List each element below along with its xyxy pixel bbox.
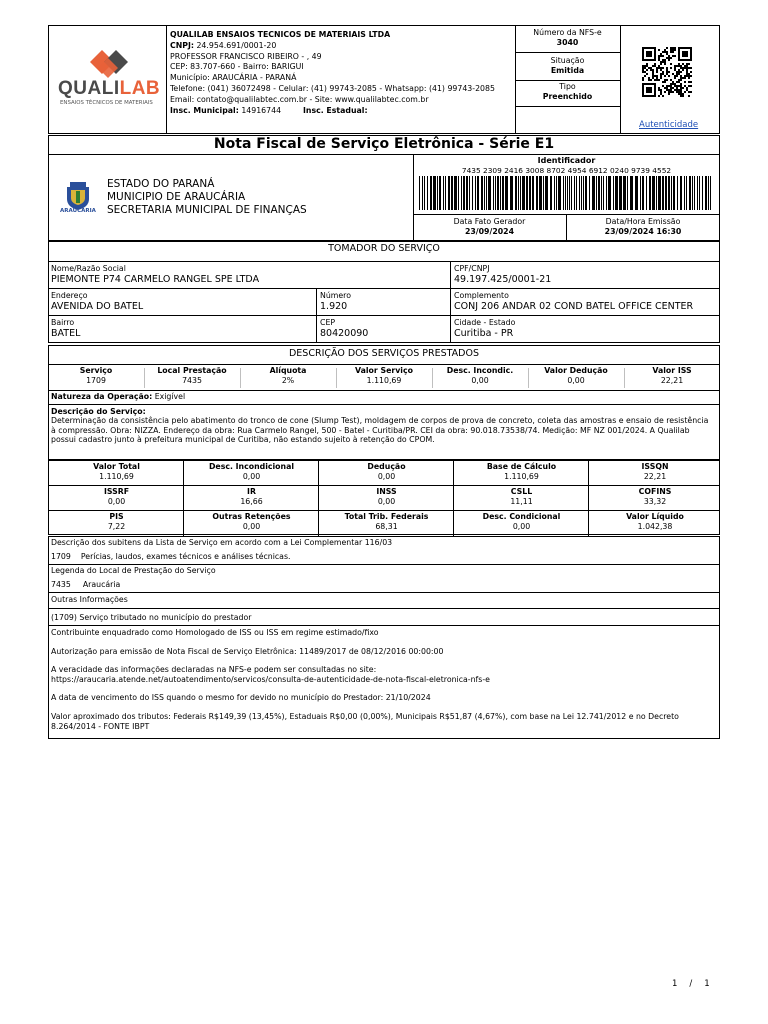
nfse-numero: 3040	[556, 38, 579, 47]
servico-header: Serviço	[79, 366, 113, 375]
nfse-numero-label: Número da NFS-e	[533, 28, 602, 37]
logo-subtitle: ENSAIOS TÉCNICOS DE MATERIAIS	[60, 100, 153, 106]
tomador-endereco: AVENIDA DO BATEL	[51, 301, 144, 312]
barcode	[419, 176, 713, 210]
identificador-value: 7435 2309 2416 3008 8702 4954 6912 0240 9739 4552	[461, 166, 672, 175]
tomador-complemento-label: Complemento	[454, 291, 509, 300]
outras-label: Outras Informações	[51, 595, 128, 604]
nfse-tipo: Preenchido	[542, 92, 593, 101]
total-cell	[319, 487, 454, 507]
total-cell	[184, 487, 319, 507]
servicos-row	[48, 366, 720, 390]
total-cell	[319, 512, 454, 532]
total-value: 0,00	[242, 522, 261, 531]
total-label: Desc. Condicional	[482, 512, 561, 521]
local-label: Legenda do Local de Prestação do Serviço	[51, 566, 216, 575]
total-label: Total Trib. Federais	[344, 512, 429, 521]
tomador-complemento: CONJ 206 ANDAR 02 COND BATEL OFFICE CENTER	[454, 301, 694, 312]
servico-col-0	[48, 366, 144, 386]
nfse-tipo-label: Tipo	[559, 82, 576, 91]
tomador-cep: 80420090	[320, 328, 369, 339]
total-label: PIS	[109, 512, 124, 521]
total-value: 0,00	[242, 472, 261, 481]
servico-header: Valor ISS	[652, 366, 692, 375]
seal-text: ARAUCÁRIA	[60, 208, 96, 214]
total-cell	[184, 512, 319, 532]
company-phone: Telefone: (041) 36072498 - Celular: (41) 99743-2085 - Whatsapp: (41) 99743-2085	[170, 83, 495, 93]
servico-value: 0,00	[471, 376, 489, 385]
servico-value: 22,21	[660, 376, 684, 385]
servico-col-2	[240, 366, 336, 386]
data-emissao: 23/09/2024 16:30	[604, 227, 682, 236]
total-label: Dedução	[367, 462, 406, 471]
page-sep: /	[689, 979, 693, 989]
company-cnpj: 24.954.691/0001-20	[196, 40, 277, 50]
data-fato: 23/09/2024	[464, 227, 515, 236]
servico-col-5	[528, 366, 624, 386]
tomador-cnpj-label: CPF/CNPJ	[454, 264, 490, 273]
natureza-label: Natureza da Operação:	[51, 392, 153, 401]
servico-header: Valor Dedução	[544, 366, 608, 375]
obs-consulta-url[interactable]: https://araucaria.atende.net/autoatendimento/servicos/consulta-de-autenticidade-de-nota-fiscal-eletronica-nfs-e	[51, 674, 490, 684]
total-label: Desc. Incondicional	[208, 462, 295, 471]
total-cell	[49, 462, 184, 482]
total-value: 0,00	[377, 497, 396, 506]
data-emissao-label: Data/Hora Emissão	[605, 217, 681, 226]
company-municipio: Município: ARAUCÁRIA - PARANÁ	[170, 73, 297, 83]
servico-header: Desc. Incondic.	[446, 366, 514, 375]
total-value: 68,31	[375, 522, 398, 531]
obs-regime: Contribuinte enquadrado como Homologado de ISS ou ISS em regime estimado/fixo	[51, 628, 379, 637]
total-value: 0,00	[377, 472, 396, 481]
descricao-text: Determinação da consistência pelo abatimento do tronco de cone (Slump Test), moldagem de corpos de prova de concreto, coleta das amostras e ensaio de resistência à compressão. Obra: NIZZA. Endereço da obra: Rua Carmelo Rangel, 500 - Batel - Curitiba/PR. CEI da obra: 90.018.73538/74. Medição: MF NZ 001/2024. A Qualilab possui cadastro junto à prefeitura municipal de Curitiba, não estando sujeito à retenção do CPOM.	[51, 416, 709, 445]
company-cep: CEP: 83.707-660 - Bairro: BARIGUI	[170, 62, 304, 72]
tomador-cep-label: CEP	[320, 318, 336, 327]
company-email: Email: contato@qualilabtec.com.br - Site: www.qualilabtec.com.br	[170, 94, 429, 104]
tomador-section-title: TOMADOR DO SERVIÇO	[328, 243, 440, 254]
totais-grid	[48, 460, 720, 535]
total-label: Valor Total	[93, 462, 140, 471]
total-value: 7,22	[107, 522, 126, 531]
total-label: COFINS	[638, 487, 672, 496]
local-code: 7435	[51, 580, 71, 589]
total-value: 16,66	[240, 497, 263, 506]
servico-col-6	[624, 366, 720, 386]
issuer-estado: ESTADO DO PARANÁ	[107, 178, 215, 190]
tomador-cnpj: 49.197.425/0001-21	[454, 274, 552, 285]
tomador-numero: 1.920	[320, 301, 348, 312]
total-label: Outras Retenções	[212, 512, 291, 521]
autenticidade-link[interactable]: Autenticidade	[639, 120, 699, 130]
page-title: Nota Fiscal de Serviço Eletrônica - Série E1	[213, 136, 555, 152]
obs-veracidade: A veracidade das informações declaradas na NFS-e podem ser consultadas no site:	[51, 665, 377, 675]
servico-col-4	[432, 366, 528, 386]
tomador-nome-label: Nome/Razão Social	[51, 264, 126, 273]
barcode-icon	[419, 176, 713, 210]
servico-header: Local Prestação	[157, 366, 227, 375]
nfse-situacao: Emitida	[550, 66, 585, 75]
servico-value: 7435	[182, 376, 202, 385]
tomador-cidade: Curitiba - PR	[454, 328, 514, 339]
servico-col-3	[336, 366, 432, 386]
obs-autorizacao: Autorização para emissão de Nota Fiscal de Serviço Eletrônica: 11489/2017 de 08/12/2016 00:00:00	[51, 646, 444, 656]
data-fato-label: Data Fato Gerador	[453, 217, 526, 226]
obs-vencimento: A data de vencimento do ISS quando o mesmo for devido no município do Prestador: 21/10/2024	[51, 693, 431, 703]
total-value: 1.110,69	[99, 472, 134, 481]
total-value: 0,00	[512, 522, 531, 531]
nfse-situacao-label: Situação	[550, 56, 585, 65]
araucaria-seal	[57, 180, 99, 216]
subitem-text: Perícias, laudos, exames técnicos e análises técnicas.	[80, 552, 291, 561]
servico-header: Alíquota	[269, 366, 307, 375]
servico-value: 0,00	[567, 376, 585, 385]
page-current: 1	[672, 979, 678, 989]
descricao-label: Descrição do Serviço:	[51, 407, 146, 416]
total-cell	[589, 512, 721, 532]
total-cell	[454, 462, 589, 482]
total-label: IR	[247, 487, 256, 496]
total-label: INSS	[376, 487, 397, 496]
total-value: 1.110,69	[504, 472, 539, 481]
tomador-bairro-label: Bairro	[51, 318, 75, 327]
cnpj-label: CNPJ:	[170, 40, 194, 50]
issuer-municipio: MUNICIPIO DE ARAUCÁRIA	[107, 191, 246, 203]
outras-line: (1709) Serviço tributado no município do prestador	[51, 613, 252, 622]
servico-header: Valor Serviço	[355, 366, 413, 375]
issuer-secretaria: SECRETARIA MUNICIPAL DE FINANÇAS	[107, 204, 307, 216]
subitens-label: Descrição dos subitens da Lista de Serviço em acordo com a Lei Complementar 116/03	[51, 538, 393, 547]
insc-estadual-label: Insc. Estadual:	[303, 105, 368, 115]
total-label: ISSRF	[103, 487, 130, 496]
total-value: 33,32	[643, 497, 667, 506]
total-cell	[454, 487, 589, 507]
total-cell	[184, 462, 319, 482]
tomador-nome: PIEMONTE P74 CARMELO RANGEL SPE LTDA	[51, 274, 260, 285]
identificador-label: Identificador	[537, 156, 596, 165]
natureza-value: Exigível	[154, 392, 186, 401]
servico-col-1	[144, 366, 240, 386]
tomador-endereco-label: Endereço	[51, 291, 88, 300]
logo-text-lab: LAB	[119, 78, 161, 99]
company-logo	[58, 48, 162, 110]
subitem-code: 1709	[51, 552, 71, 561]
company-address: PROFESSOR FRANCISCO RIBEIRO - , 49	[170, 51, 322, 61]
total-cell	[319, 462, 454, 482]
servico-value: 2%	[281, 376, 295, 385]
local-text: Araucária	[82, 580, 121, 589]
qr-code[interactable]	[642, 47, 692, 97]
insc-municipal-label: Insc. Municipal:	[170, 105, 239, 115]
total-label: Base de Cálculo	[486, 462, 557, 471]
total-label: CSLL	[510, 487, 533, 496]
company-name: QUALILAB ENSAIOS TECNICOS DE MATERIAIS LTDA	[170, 30, 391, 39]
tomador-cidade-label: Cidade - Estado	[454, 318, 516, 327]
qr-code-icon	[642, 47, 692, 97]
tomador-bairro: BATEL	[51, 328, 81, 339]
total-label: ISSQN	[641, 462, 669, 471]
total-cell	[589, 462, 721, 482]
insc-municipal: 14916744	[241, 105, 282, 115]
total-value: 22,21	[643, 472, 667, 481]
tomador-numero-label: Número	[320, 291, 351, 300]
servico-value: 1.110,69	[366, 376, 402, 385]
obs-tributos: Valor aproximado dos tributos: Federais R$149,39 (13,45%), Estaduais R$0,00 (0,00%), Municipais R$51,87 (4,67%), com base na Lei 12.741/2012 e no Decreto 8.264/2014 - FONTE IBPT	[51, 711, 679, 731]
logo-text-quali: QUALI	[58, 78, 120, 99]
page-total: 1	[704, 979, 710, 989]
total-cell	[49, 512, 184, 532]
total-value: 1.042,38	[637, 522, 673, 531]
servico-value: 1709	[86, 376, 106, 385]
total-label: Valor Líquido	[626, 512, 684, 521]
total-cell	[589, 487, 721, 507]
total-value: 0,00	[107, 497, 126, 506]
total-cell	[49, 487, 184, 507]
servicos-section-title: DESCRIÇÃO DOS SERVIÇOS PRESTADOS	[288, 348, 479, 359]
total-value: 11,11	[510, 497, 533, 506]
total-cell	[454, 512, 589, 532]
